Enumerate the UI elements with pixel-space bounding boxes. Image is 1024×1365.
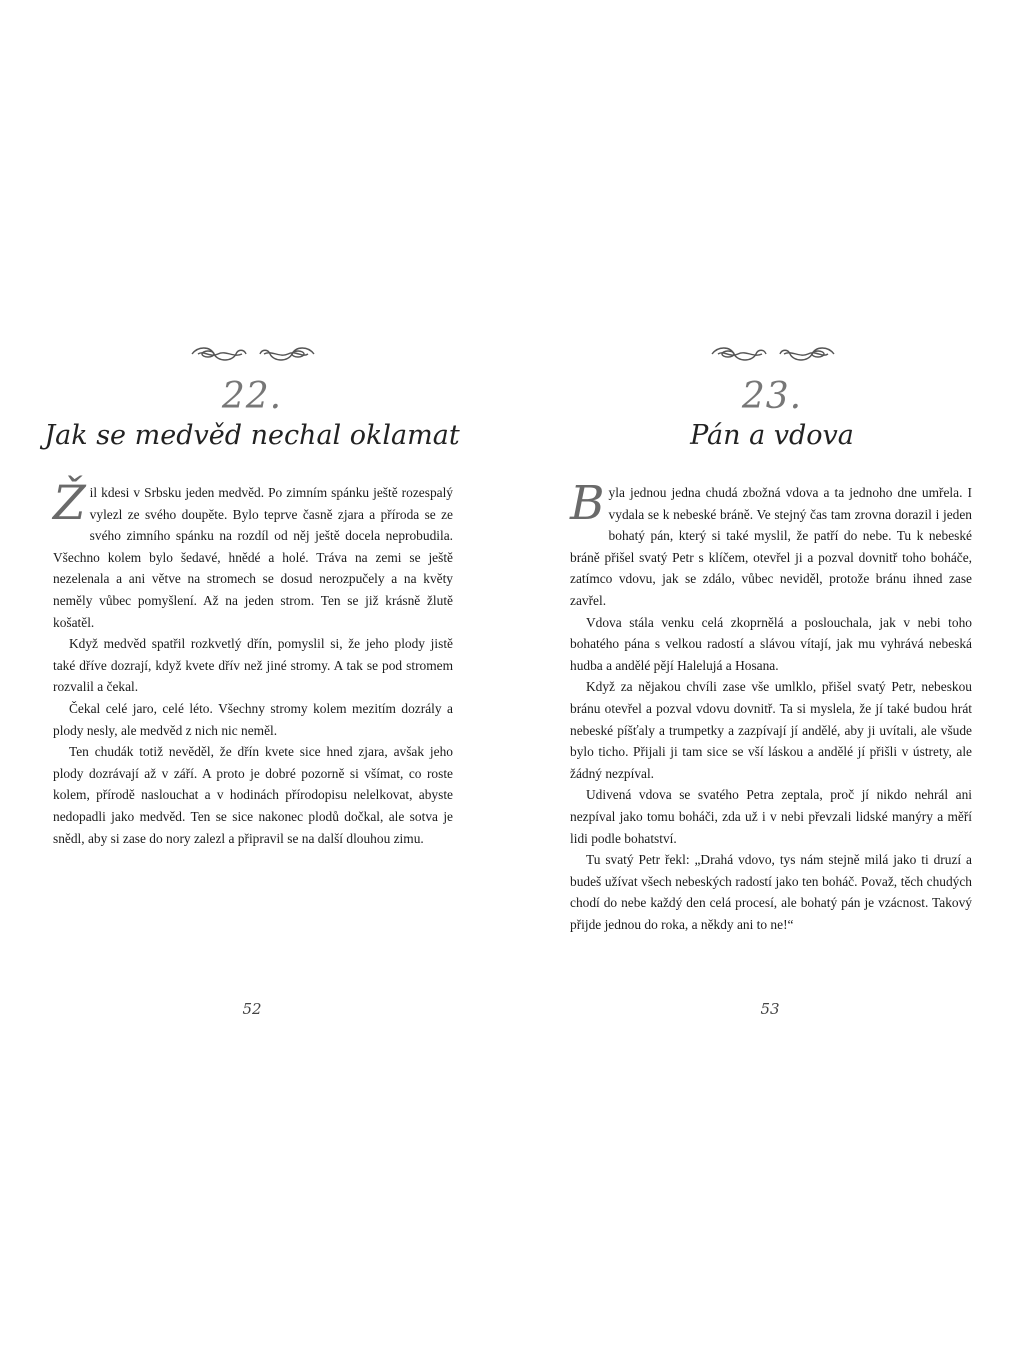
chapter-number: 22. xyxy=(221,376,283,417)
paragraph: Ten chudák totiž nevěděl, že dřín kvete sice hned zjara, avšak jeho plody dozrávají až v září. A proto je dobré pozorně si všímat, co roste kolem, přírodě naslouchat a v hodinách přírodopisu nelelkovat, abyste nedopadli jako medvěd. Ten se sice nakonec plodů dočkal, ale sotva je snědl, aby si zase do nory zalezl a připravil se na další dlouhou zimu. xyxy=(53,744,453,846)
paragraph: Byla jednou jedna chudá zbožná vdova a ta jednoho dne umřela. I vydala se k nebeské bráně. Ve stejný čas tam zrovna dorazil i jeden bohatý pán, který si také myslil, že patří do nebe. Tu k nebeské bráně přišel svatý Petr s klíčem, otevřel ji a pozval dovnitř toho boháče, zatímco vdovu, jak se zdálo, vůbec neviděl, protože bránu ihned zase zavřel. xyxy=(570,476,972,608)
chapter-title: Jak se medvěd nechal oklamat xyxy=(44,420,460,451)
paragraph: Když za nějakou chvíli zase vše umlklo, přišel svatý Petr, nebeskou bránu otevřel a pozval vdovu dovnitř. Ta si myslela, že jí také budou hrát nebeské píšťaly a trumpetky a zazpívají jí andělé, aby ji uvítali, ale všude bylo ticho. Přijali ji tam sice se vší láskou a andělé jí přišli v ústrety, ale žádný nezpíval. xyxy=(570,679,972,781)
drop-cap: Ž xyxy=(53,476,86,531)
chapter-text xyxy=(53,476,453,849)
page-number: 52 xyxy=(242,1000,262,1018)
paragraph: Vdova stála venku celá zkoprnělá a poslouchala, jak v nebi toho bohatého pána s velkou radostí a slávou vítají, jak mu vyhrává nebeská hudba a andělé pějí Halelujá a Hosana. xyxy=(570,614,972,673)
flourish-ornament-icon xyxy=(188,344,318,364)
drop-cap: B xyxy=(570,476,605,531)
flourish-ornament-icon xyxy=(708,344,838,364)
paragraph: Když medvěd spatřil rozkvetlý dřín, pomyslil si, že jeho plody jistě také dříve dozrají, když kvete dřív než jiné stromy. A tak se pod stromem rozvalil a čekal. xyxy=(53,636,453,695)
chapter-number: 23. xyxy=(741,376,803,417)
chapter-title: Pán a vdova xyxy=(690,420,854,451)
page-number: 53 xyxy=(760,1000,780,1018)
right-page xyxy=(512,0,1024,1365)
paragraph: Tu svatý Petr řekl: „Drahá vdovo, tys nám stejně milá jako ti druzí a budeš užívat všech nebeských radostí jako ten boháč. Považ, těch chudých chodí do nebe každý den celá procesí, ale bohatý pán je vzácnost. Takový přijde jednou do roka, a někdy ani to ne!“ xyxy=(570,852,972,932)
chapter-text xyxy=(570,476,972,935)
paragraph: Udivená vdova se svatého Petra zeptala, proč jí nikdo nehrál ani nezpíval jako tomu boháči, zda už i v nebi převzali lidské manýry a měří lidi podle bohatství. xyxy=(570,787,972,846)
paragraph: Žil kdesi v Srbsku jeden medvěd. Po zimním spánku ještě rozespalý vylezl ze svého doupěte. Bylo teprve časně zjara a příroda se ze svého zimního spánku na rozdíl od něj ještě docela neprobudila. Všechno kolem bylo šedavé, hnědé a holé. Tráva na zemi se ještě nezelenala a ani větve na stromech se dosud nerozpučely a na květy neměly vůbec pomyšlení. Až na jeden strom. Ten se již krásně žlutě košatěl. xyxy=(53,476,453,630)
paragraph: Čekal celé jaro, celé léto. Všechny stromy kolem mezitím dozrály a plody nesly, ale medvěd z nich nic neměl. xyxy=(53,700,453,738)
